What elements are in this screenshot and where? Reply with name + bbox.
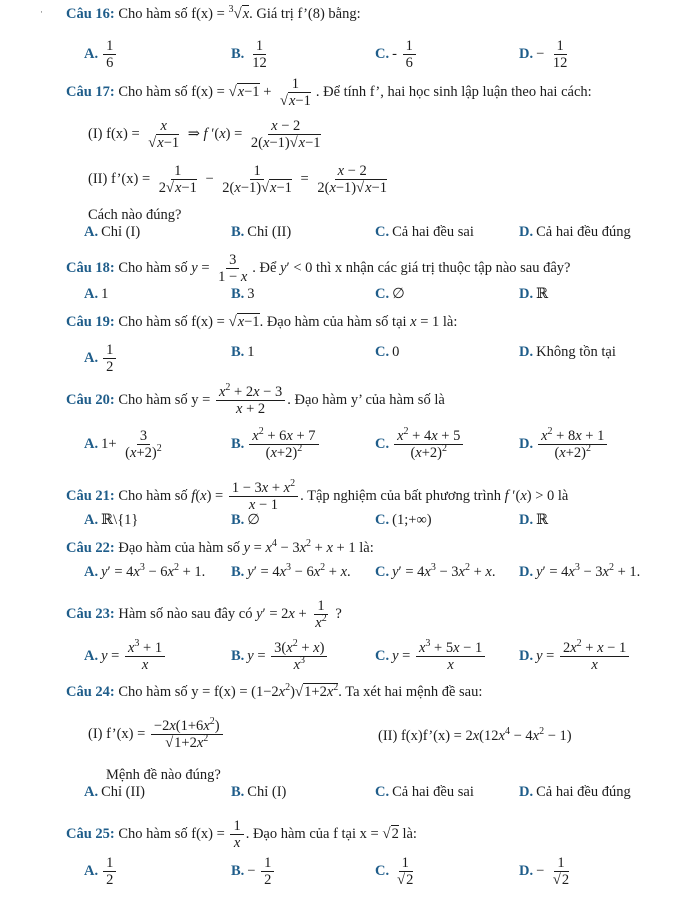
option-b[interactable]: B. $y' = 4x^3 - 6x^2 + x$. — [231, 562, 351, 580]
question-24: Câu 24: Cho hàm số $y = f(x) = (1-2x^2)√1+2x^2$. Ta xét hai mệnh đề sau: — [66, 682, 483, 700]
option-a[interactable]: A. Chỉ (I) — [84, 224, 141, 240]
option-d[interactable]: D. − $\frac{1}{12}$ — [519, 38, 568, 71]
option-c[interactable]: C. - $\frac{1}{6}$ — [375, 38, 418, 71]
option-a[interactable]: A. 1+ $\frac{3}{(x+2)^2}$ — [84, 428, 162, 461]
option-b[interactable]: B. Chỉ (I) — [231, 784, 287, 800]
option-b[interactable]: B. 1 — [231, 344, 255, 360]
option-d[interactable]: D. Cả hai đều đúng — [519, 224, 631, 240]
statement-2: (II) f(x)f’(x) = $2x(12x^4 - 4x^2 - 1)$ — [378, 726, 572, 744]
option-d[interactable]: D. − $\frac{1}{√2}$ — [519, 855, 570, 888]
option-c[interactable]: C. ∅ — [375, 286, 405, 302]
question-20: Câu 20: Cho hàm số y = $\frac{x^2 + 2x - 3}{x + 2}$ . Đạo hàm y’ của hàm số là — [66, 382, 445, 417]
option-d[interactable]: D. Không tồn tại — [519, 344, 616, 360]
option-b[interactable]: B. y = $\frac{3(x^2 + x)}{x^3}$ — [231, 640, 329, 673]
question-22: Câu 22: Đạo hàm của hàm số $y = x^4 - 3x^2 + x + 1$ là: — [66, 538, 374, 556]
question-25: Câu 25: Cho hàm số f(x) = $\frac{1}{x}$ . Đạo hàm của f tại x = √2 là: — [66, 818, 417, 851]
option-a[interactable]: A. $\frac{1}{2}$ — [84, 855, 118, 888]
option-d[interactable]: D. $y' = 4x^3 - 3x^2 + 1$. — [519, 562, 641, 580]
question-24-prompt: Mệnh đề nào đúng? — [106, 767, 221, 783]
method-1: (I) f(x) = $\frac{x}{√x-1}$ ⇒ f ′(x) = $\frac{x - 2}{2(x-1)√x-1}$ — [88, 118, 321, 151]
corner-mark: · — [40, 7, 43, 17]
statement-1: (I) f’(x) = $\frac{-2x(1+6x^2)}{√1+2x^2}$ — [88, 718, 225, 751]
question-17-prompt: Cách nào đúng? — [88, 207, 182, 223]
option-a[interactable]: A. 1 — [84, 286, 109, 302]
option-c[interactable]: C. Cả hai đều sai — [375, 784, 474, 800]
option-c[interactable]: C. y = $\frac{x^3 + 5x - 1}{x}$ — [375, 640, 487, 673]
option-a[interactable]: A. ℝ\{1} — [84, 512, 139, 528]
question-16: Câu 16: Cho hàm số f(x) = $^3$√x. Giá trị f’(8) bằng: — [66, 4, 361, 22]
question-17: Câu 17: Cho hàm số f(x) = √x−1 + $\frac{1}{√x-1}$ . Để tính f’, hai học sinh lập luận theo hai cách: — [66, 76, 592, 109]
question-21: Câu 21: Cho hàm số f(x) = $\frac{1 - 3x + x^2}{x - 1}$ . Tập nghiệm của bất phương trình f ′(x) > 0 là — [66, 478, 569, 513]
option-c[interactable]: C. $\frac{1}{√2}$ — [375, 855, 414, 888]
option-b[interactable]: B. − $\frac{1}{2}$ — [231, 855, 276, 888]
option-c[interactable]: C. $\frac{x^2 + 4x + 5}{(x+2)^2}$ — [375, 428, 465, 461]
option-d[interactable]: D. ℝ — [519, 286, 549, 302]
question-label: Câu 16: — [66, 6, 115, 22]
option-a[interactable]: A. $\frac{1}{2}$ — [84, 342, 118, 375]
option-a[interactable]: A. Chỉ (II) — [84, 784, 145, 800]
option-a[interactable]: A. $y' = 4x^3 - 6x^2 + 1$. — [84, 562, 206, 580]
option-c[interactable]: C. 0 — [375, 344, 400, 360]
option-a[interactable]: A. $\frac{1}{6}$ — [84, 38, 118, 71]
option-d[interactable]: D. ℝ — [519, 512, 549, 528]
question-19: Câu 19: Cho hàm số f(x) = √x−1. Đạo hàm của hàm số tại x = 1 là: — [66, 314, 458, 330]
method-2: (II) f’(x) = $\frac{1}{2√x-1}$ − $\frac{1}{2(x-1)√x-1}$ = $\frac{x - 2}{2(x-1)√x-1}$ — [88, 163, 387, 196]
option-c[interactable]: C. Cả hai đều sai — [375, 224, 474, 240]
cube-root-x: $^3$√x — [228, 4, 250, 22]
option-c[interactable]: C. (1;+∞) — [375, 512, 432, 528]
option-d[interactable]: D. Cả hai đều đúng — [519, 784, 631, 800]
question-23: Câu 23: Hàm số nào sau đây có y′ = 2x + $\frac{1}{x^2}$ ? — [66, 598, 342, 631]
option-c[interactable]: C. $y' = 4x^3 - 3x^2 + x$. — [375, 562, 496, 580]
option-d[interactable]: D. y = $\frac{2x^2 + x - 1}{x}$ — [519, 640, 631, 673]
option-d[interactable]: D. $\frac{x^2 + 8x + 1}{(x+2)^2}$ — [519, 428, 609, 461]
option-b[interactable]: B. 3 — [231, 286, 255, 302]
option-b[interactable]: B. $\frac{1}{12}$ — [231, 38, 267, 71]
option-b[interactable]: B. $\frac{x^2 + 6x + 7}{(x+2)^2}$ — [231, 428, 321, 461]
option-b[interactable]: B. ∅ — [231, 512, 260, 528]
option-a[interactable]: A. y = $\frac{x^3 + 1}{x}$ — [84, 640, 167, 673]
question-18: Câu 18: Cho hàm số y = $\frac{3}{1 - x}$ . Để y′ < 0 thì x nhận các giá trị thuộc tập nào sau đây? — [66, 252, 571, 285]
option-b[interactable]: B. Chỉ (II) — [231, 224, 292, 240]
